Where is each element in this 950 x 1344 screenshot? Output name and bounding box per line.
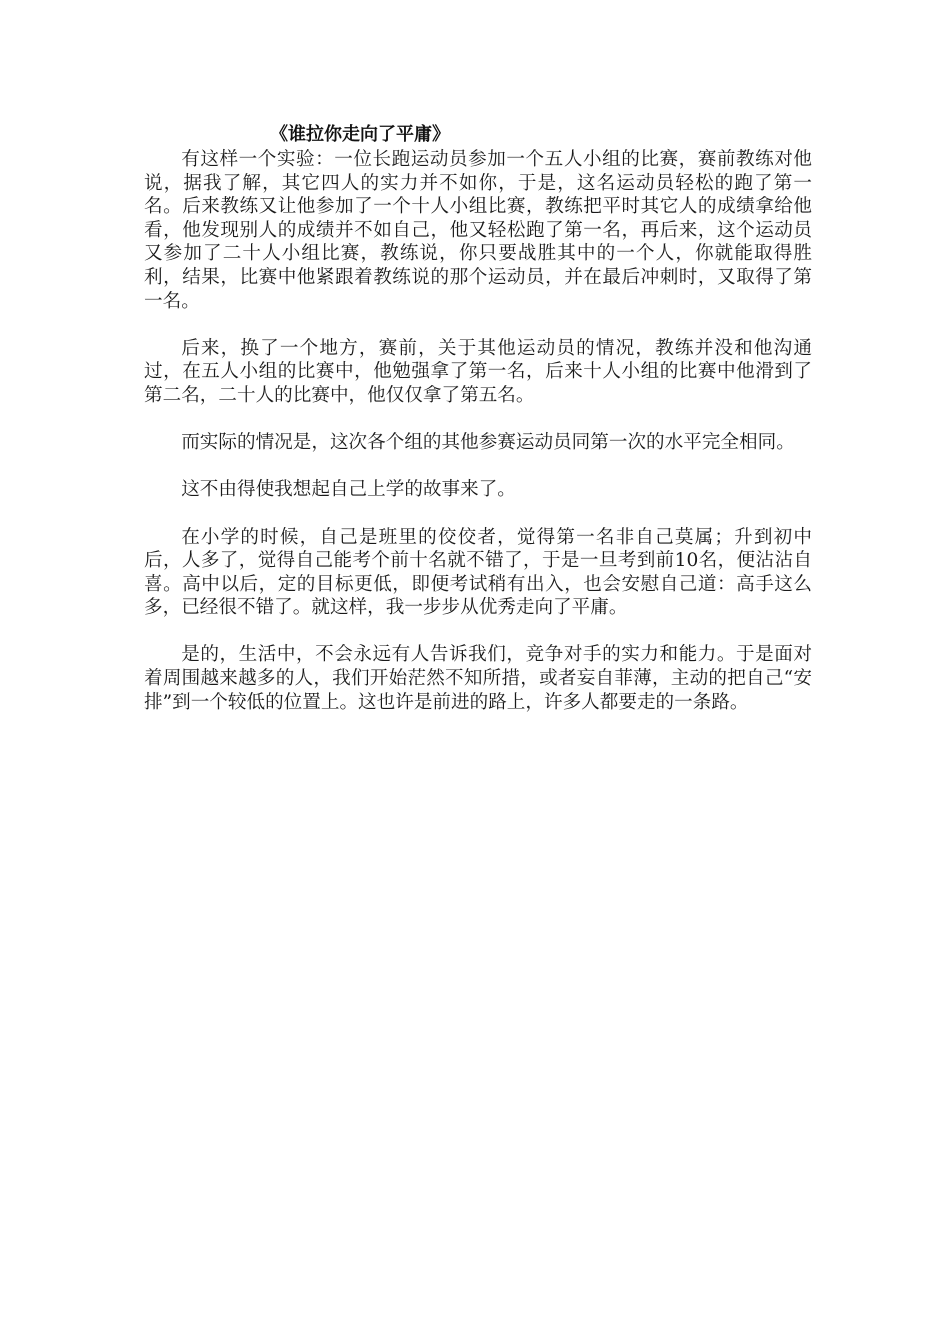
- paragraph-1: 有这样一个实验：一位长跑运动员参加一个五人小组的比赛，赛前教练对他说，据我了解，其它四人的实力并不如你，于是，这名运动员轻松的跑了第一名。后来教练又让他参加了一个十人小组比赛，教练把平时其它人的成绩拿给他看，他发现别人的成绩并不如自己，他又轻松跑了第一名，再后来，这个运动员又参加了二十人小组比赛，教练说，你只要战胜其中的一个人，你就能取得胜利，结果，比赛中他紧跟着教练说的那个运动员，并在最后冲刺时，又取得了第一名。: [144, 149, 812, 312]
- paragraph-3: 而实际的情况是，这次各个组的其他参赛运动员同第一次的水平完全相同。: [181, 432, 795, 454]
- paragraph-2: 后来，换了一个地方，赛前，关于其他运动员的情况，教练并没和他沟通过，在五人小组的比赛中，他勉强拿了第一名，后来十人小组的比赛中他滑到了第二名，二十人的比赛中，他仅仅拿了第五名。: [144, 337, 812, 406]
- paragraph-5: 在小学的时候，自己是班里的佼佼者，觉得第一名非自己莫属；升到初中后，人多了，觉得自己能考个前十名就不错了，于是一旦考到前10名，便沾沾自喜。高中以后，定的目标更低，即便考试稍有出入，也会安慰自己道：高手这么多，已经很不错了。就这样，我一步步从优秀走向了平庸。: [144, 526, 812, 619]
- article-title: 《谁拉你走向了平庸》: [270, 124, 450, 145]
- article-body: [144, 122, 812, 714]
- paragraph-6: 是的，生活中，不会永远有人告诉我们，竞争对手的实力和能力。于是面对着周围越来越多的人，我们开始茫然不知所措，或者妄自菲薄，主动的把自己“安排”到一个较低的位置上。这也许是前进的路上，许多人都要走的一条路。: [144, 644, 812, 713]
- paragraph-4: 这不由得使我想起自己上学的故事来了。: [181, 479, 516, 501]
